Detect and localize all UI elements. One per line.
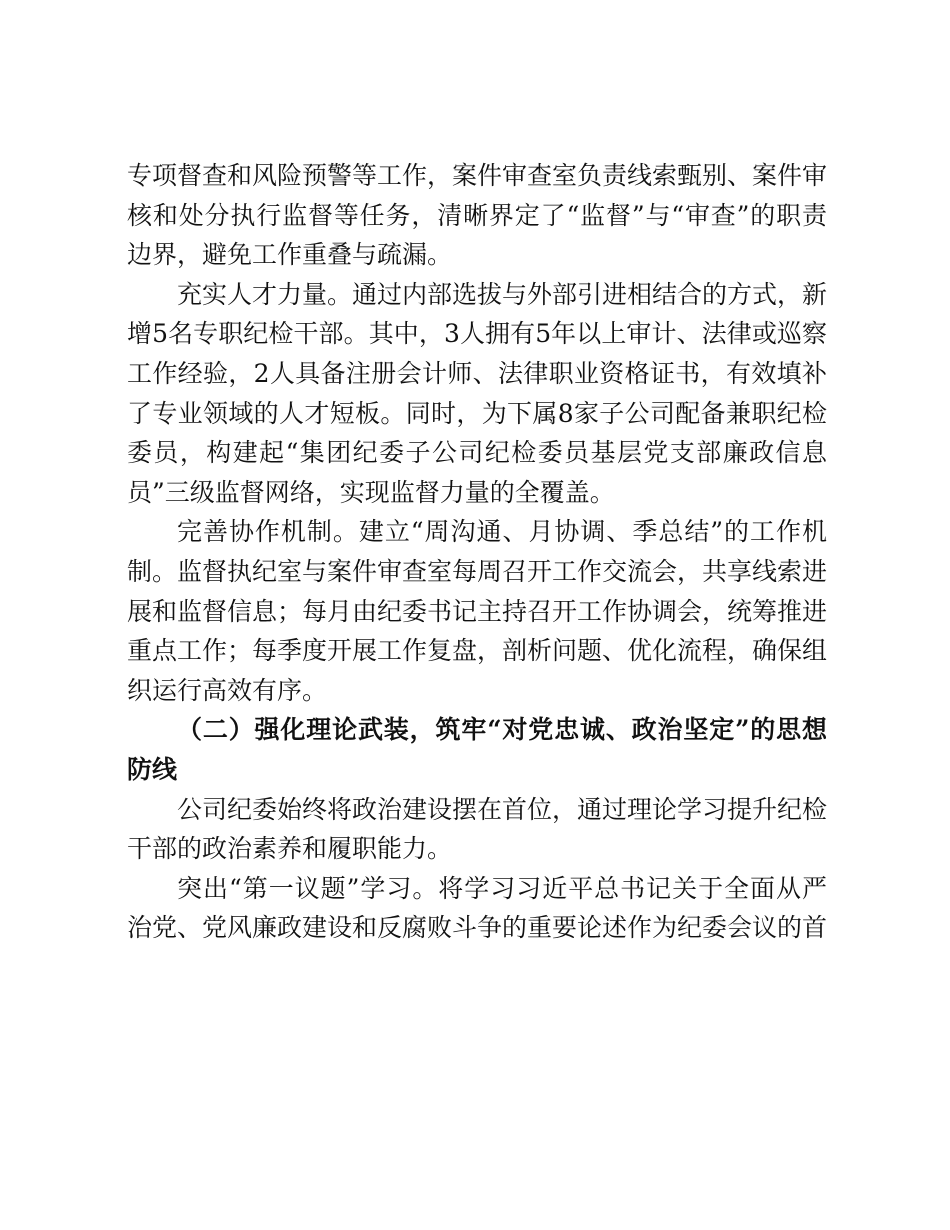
document-body	[127, 156, 827, 948]
paragraph-continuation: 专项督查和风险预警等工作，案件审查室负责线索甄别、案件审核和处分执行监督等任务，清晰界定了“监督”与“审查”的职责边界，避免工作重叠与疏漏。	[127, 161, 828, 270]
paragraph-collaboration-mechanism: 完善协作机制。建立“周沟通、月协调、季总结”的工作机制。监督执纪室与案件审查室每周召开工作交流会，共享线索进展和监督信息；每月由纪委书记主持召开工作协调会，统筹推进重点工作；每季度开展工作复盘，剖析问题、优化流程，确保组织运行高效有序。	[127, 517, 828, 705]
paragraph-first-topic-study: 突出“第一议题”学习。将学习习近平总书记关于全面从严治党、党风廉政建设和反腐败斗争的重要论述作为纪委会议的首	[127, 873, 828, 943]
paragraph-political-construction: 公司纪委始终将政治建设摆在首位，通过理论学习提升纪检干部的政治素养和履职能力。	[127, 794, 828, 864]
paragraph-talent-strength: 充实人才力量。通过内部选拔与外部引进相结合的方式，新增5名专职纪检干部。其中，3人拥有5年以上审计、法律或巡察工作经验，2人具备注册会计师、法律职业资格证书，有效填补了专业领域的人才短板。同时，为下属8家子公司配备兼职纪检委员，构建起“集团纪委子公司纪检委员基层党支部廉政信息员”三级监督网络，实现监督力量的全覆盖。	[127, 279, 828, 507]
section-heading: （二）强化理论武装，筑牢“对党忠诚、政治坚定”的思想防线	[127, 715, 827, 784]
